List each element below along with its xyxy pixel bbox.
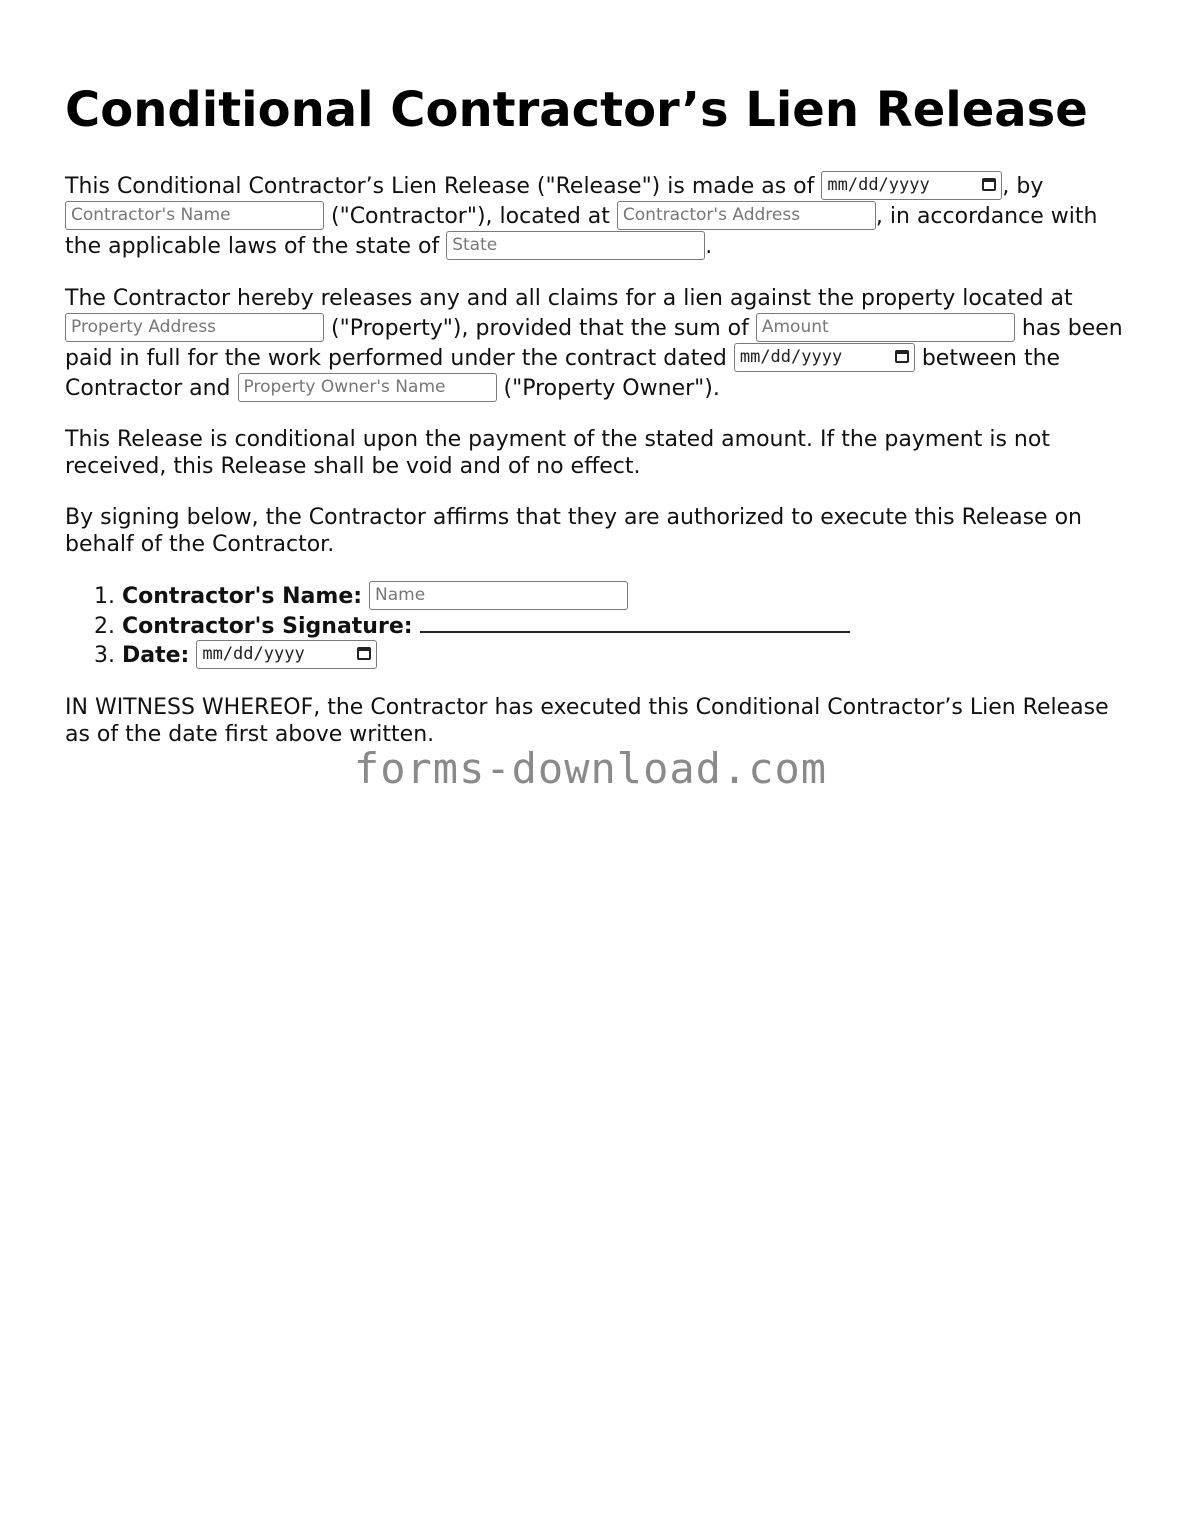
signature-date-placeholder: mm/dd/yyyy — [202, 643, 305, 664]
date-label: Date: — [122, 643, 190, 668]
release-paragraph — [65, 284, 1125, 404]
watermark: forms-download.com — [353, 744, 828, 793]
signer-name-input[interactable]: Name — [369, 581, 628, 610]
amount-input[interactable]: Amount — [756, 313, 1015, 342]
contractor-signature-label: Contractor's Signature: — [122, 614, 413, 639]
contract-date-placeholder: mm/dd/yyyy — [739, 346, 843, 367]
intro-text-5: . — [705, 234, 713, 259]
intro-text-4: , in accordance with the applicable laws of the state of — [65, 204, 1098, 259]
condition-paragraph: This Release is conditional upon the payment of the stated amount. If the payment is not received, this Release shall be void and of no effect. — [65, 427, 1050, 479]
calendar-icon[interactable] — [357, 647, 371, 660]
contractor-address-input[interactable]: Contractor's Address — [617, 201, 876, 230]
calendar-icon[interactable] — [895, 350, 909, 363]
intro-text-2: , by — [1002, 174, 1044, 199]
signature-list — [65, 582, 1125, 670]
document-page — [65, 78, 1125, 772]
release-text-2: ("Property"), provided that the sum of — [324, 316, 756, 341]
contract-date-input[interactable] — [734, 343, 915, 372]
witness-paragraph: IN WITNESS WHEREOF, the Contractor has executed this Conditional Contractor’s Lien Release as of the date first above written. — [65, 695, 1109, 747]
intro-text-1: This Conditional Contractor’s Lien Release ("Release") is made as of — [65, 174, 822, 199]
calendar-icon[interactable] — [982, 178, 996, 191]
list-item — [122, 611, 1125, 641]
list-item — [122, 641, 1125, 670]
release-date-input[interactable] — [821, 171, 1002, 200]
contractor-name-input[interactable]: Contractor's Name — [65, 201, 324, 230]
intro-paragraph — [65, 172, 1125, 262]
release-text-3: has been paid in full for the work performed under the contract dated — [65, 316, 1123, 371]
intro-text-3: ("Contractor"), located at — [324, 204, 617, 229]
property-owner-input[interactable]: Property Owner's Name — [238, 373, 497, 402]
page-title: Conditional Contractor’s Lien Release — [65, 82, 1088, 138]
release-text-1: The Contractor hereby releases any and all claims for a lien against the property located at — [65, 286, 1073, 311]
contractor-name-label: Contractor's Name: — [122, 584, 363, 609]
release-text-4: between the Contractor and — [65, 346, 1061, 401]
signature-date-input[interactable] — [196, 640, 377, 669]
state-input[interactable]: State — [446, 231, 705, 260]
authorization-paragraph: By signing below, the Contractor affirms that they are authorized to execute this Release on behalf of the Contractor. — [65, 505, 1082, 557]
signature-line[interactable] — [420, 611, 850, 633]
property-address-input[interactable]: Property Address — [65, 313, 324, 342]
release-text-5: ("Property Owner"). — [496, 376, 720, 401]
release-date-placeholder: mm/dd/yyyy — [827, 174, 930, 195]
list-item — [122, 582, 1125, 611]
